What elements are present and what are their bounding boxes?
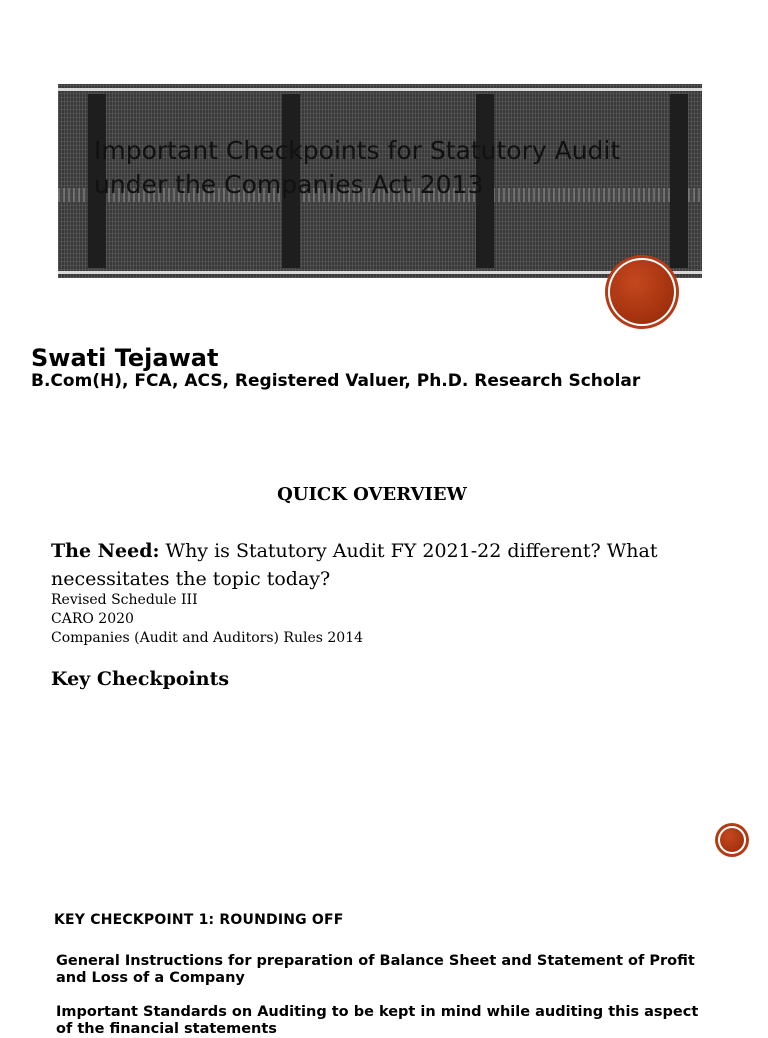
need-list [51, 591, 363, 648]
author-credentials: B.Com(H), FCA, ACS, Registered Valuer, Ph.D. Research Scholar [31, 371, 641, 391]
banner-bottom-stripe [58, 271, 702, 274]
list-item: CARO 2020 [51, 611, 134, 627]
banner-top-stripe [58, 88, 702, 91]
key-checkpoints-heading: Key Checkpoints [51, 668, 230, 690]
checkpoint-slide [0, 870, 768, 1037]
list-item: Revised Schedule III [51, 592, 198, 608]
slide-title: Important Checkpoints for Statutory Audit under the Companies Act 2013 [94, 136, 621, 199]
checkpoint-title: KEY CHECKPOINT 1: ROUNDING OFF [54, 912, 344, 928]
need-text: Why is Statutory Audit FY 2021-22 different? What necessitates the topic today? [51, 540, 658, 590]
checkpoint-paragraph: General Instructions for preparation of Balance Sheet and Statement of Profit and Loss of a Company [56, 953, 695, 986]
title-slide [0, 0, 768, 440]
need-paragraph [51, 537, 691, 593]
decorative-circle-icon [608, 258, 676, 326]
overview-heading: QUICK OVERVIEW [277, 484, 467, 505]
list-item: Companies (Audit and Auditors) Rules 2014 [51, 630, 364, 646]
overview-slide [0, 440, 768, 870]
title-banner [58, 84, 702, 278]
banner-pillar [670, 94, 688, 268]
need-label: The Need: [51, 540, 160, 562]
author-name: Swati Tejawat [31, 344, 219, 372]
checkpoint-paragraph: Important Standards on Auditing to be kept in mind while auditing this aspect of the financial statements [56, 1004, 699, 1037]
decorative-circle-icon [718, 826, 746, 854]
